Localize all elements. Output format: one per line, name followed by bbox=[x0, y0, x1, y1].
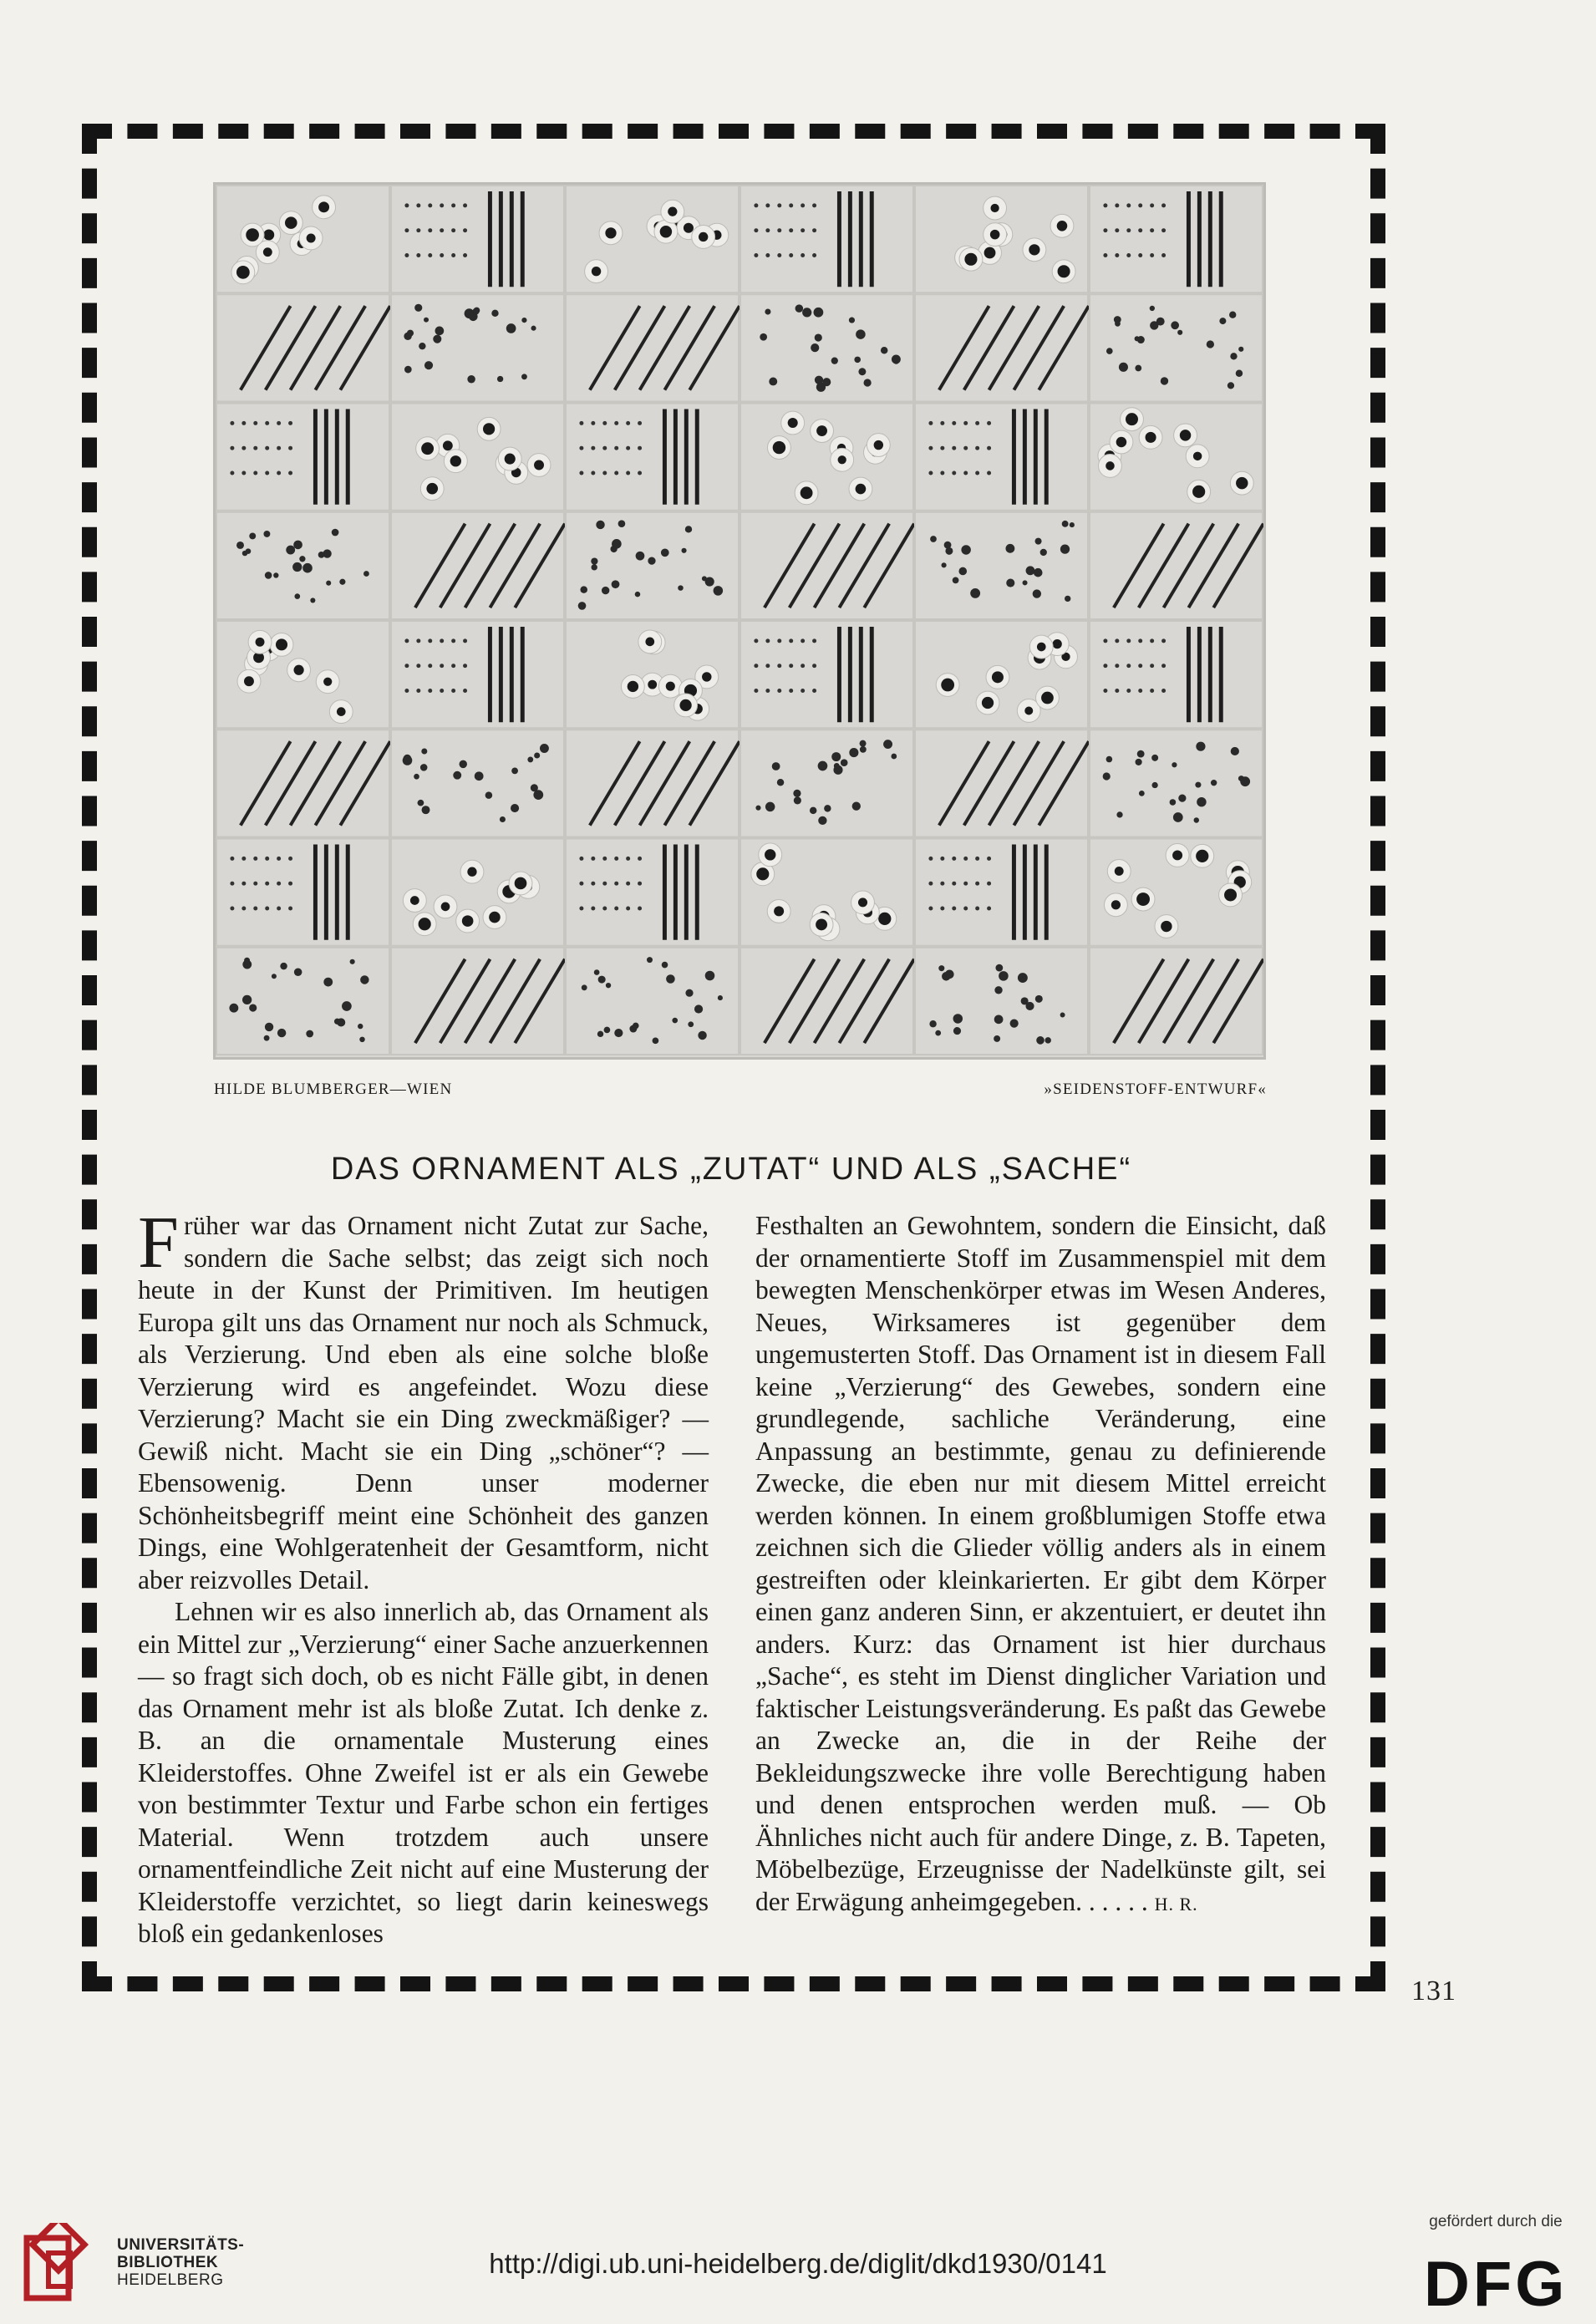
funded-by-label: gefördert durch die bbox=[1429, 2213, 1563, 2230]
article-title: DAS ORNAMENT ALS „ZUTAT“ UND ALS „SACHE“ bbox=[330, 1152, 1132, 1187]
author-signature: H. R. bbox=[1154, 1893, 1198, 1915]
paragraph-3-text: Festhalten an Gewohntem, sondern die Einsicht, daß der ornamentierte Stoff im Zusammenspiel mit dem bewegten Menschenkörper etwas im Wesen Anderes, Neues, Wirksameres ist gegenüber dem ungemusterten Stoff. Das Ornament ist in diesem Fall keine „Verzierung“ des Gewebes, sondern eine grundlegende, sachliche Veränderung, eine Anpassung an bestimmte, genau zu definierende Zwecke, die eben nur mit diesem Mittel erreicht werden können. In einem großblumigen Stoffe etwa zeichnen sich die Glieder völlig anders als in einem gestreiften oder kleinkarierten. Er gibt dem Körper einen ganz anderen Sinn, er akzentuiert, er deutet ihn anders. Kurz: das Ornament ist hier durchaus „Sache“, es steht im Dienst dinglicher Variation und faktischer Leistungsveränderung. Es paßt das Gewebe an Zwecke an, die in der Reihe der Bekleidungszwecke ihre volle Berechtigung haben und denen entsprochen werden muß. — Ob Ähnliches nicht auch für andere Dinge, z. B. Tapeten, Möbelbezüge, Erzeugnisse der Nadelkünste gilt, sei der Erwägung anheimgegeben. . . . . . bbox=[755, 1211, 1326, 1916]
paragraph-1-text: rüher war das Ornament nicht Zutat zur Sache, sondern die Sache selbst; das zeigt sich noch heute in der Kunst der Primitiven. Im heutigen Europa gilt uns das Ornament nur noch als Schmuck, als Verzierung. Und eben als eine solche bloße Verzierung wird es angefeindet. Wozu diese Verzierung? Macht sie ein Ding zweckmäßiger? — Gewiß nicht. Macht sie ein Ding „schöner“? — Ebensowenig. Denn unser moderner Schönheitsbegriff meint eine Schönheit des ganzen Dings, eine Wohlgeratenheit der Gesamtform, nicht aber reizvolles Detail. bbox=[138, 1211, 709, 1594]
text-column-right bbox=[755, 1210, 1326, 1920]
text-column-left bbox=[138, 1203, 709, 1950]
fabric-pattern-image bbox=[216, 185, 1263, 1057]
figure-caption-artist: HILDE BLUMBERGER—WIEN bbox=[214, 1081, 453, 1098]
library-name-line-3: HEIDELBERG bbox=[117, 2271, 224, 2289]
digital-library-url-link[interactable]: http://digi.ub.uni-heidelberg.de/diglit/dkd1930/0141 bbox=[489, 2248, 1107, 2279]
figure-caption-title: »SEIDENSTOFF-ENTWURF« bbox=[1044, 1081, 1267, 1098]
dfg-logo: DFG bbox=[1424, 2249, 1568, 2320]
library-name-line-2: BIBLIOTHEK bbox=[117, 2254, 219, 2271]
drop-cap-letter: F bbox=[138, 1203, 179, 1284]
library-name-line-1: UNIVERSITÄTS- bbox=[117, 2236, 245, 2254]
textile-design-illustration bbox=[213, 182, 1266, 1060]
page-number: 131 bbox=[1411, 1976, 1456, 2006]
paragraph-3 bbox=[755, 1210, 1326, 1920]
paragraph-2: Lehnen wir es also innerlich ab, das Ornament als ein Mittel zur „Verzierung“ einer Sache anzuerkennen — so fragt sich doch, ob es nicht Fälle gibt, in denen das Ornament mehr ist als bloße Zutat. Ich denke z. B. an die ornamentale Musterung eines Kleiderstoffes. Ohne Zweifel ist er als ein Gewebe von bestimmter Textur und Farbe schon ein fertiges Material. Wenn trotzdem auch unsere ornamentfeindliche Zeit nicht auf eine Musterung der Kleiderstoffe verzichtet, so liegt darin keineswegs bloß ein gedankenloses bbox=[138, 1597, 709, 1948]
paragraph-1 bbox=[138, 1203, 709, 1596]
